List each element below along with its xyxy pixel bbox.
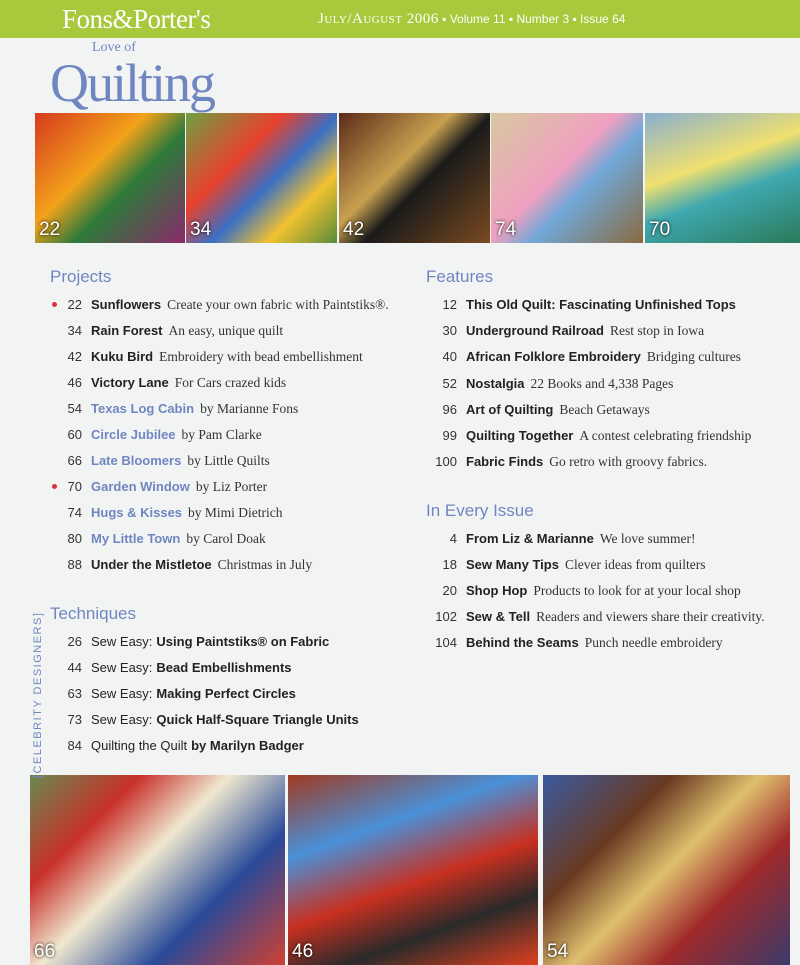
entry-title: Kuku Bird [91,349,154,364]
photo-page-number: 74 [495,219,517,240]
toc-entry[interactable] [426,634,723,651]
entry-description: by Carol Doak [186,531,266,546]
entry-description: For Cars crazed kids [174,375,287,390]
toc-entry[interactable] [62,633,329,650]
entry-description: Rest stop in Iowa [609,323,705,339]
page-number: 52 [442,375,457,391]
photo-page-number: 34 [190,219,212,240]
toc-entry[interactable] [62,659,292,676]
entry-prefix: Sew Easy: [91,660,153,675]
toc-entry[interactable] [62,530,266,547]
toc-entry[interactable] [426,427,751,444]
entry-title: Making Perfect Circles [156,686,296,701]
techniques-heading: Techniques [50,604,137,623]
features-heading: Features [426,267,494,286]
page-number: 18 [442,557,457,572]
brand-logo: Fons&Porter's [62,4,211,34]
toc-entry[interactable] [426,296,736,313]
page-number: 80 [67,531,82,546]
entry-title: Quilting Together [466,428,574,443]
page-number: 40 [442,349,457,365]
toc-entry[interactable] [426,453,707,470]
entry-title: Sew Many Tips [466,557,559,572]
page-number: 100 [435,454,457,470]
page-number: 42 [67,349,82,364]
every-issue-heading: In Every Issue [426,501,534,520]
entry-description: Bridging cultures [646,349,741,365]
quilt-photo [30,775,285,965]
toc-entry[interactable] [426,530,696,547]
entry-description: by Mimi Dietrich [188,505,283,520]
toc-entry[interactable] [62,322,283,339]
entry-title: Quick Half-Square Triangle Units [156,712,359,727]
celebrity-designers-label: [CELEBRITY DESIGNERS] [32,611,44,778]
magazine-logo: Quilting [50,53,215,113]
entry-description: by Liz Porter [195,479,268,494]
entry-title: by Marilyn Badger [191,738,304,753]
toc-entry[interactable] [426,401,650,418]
entry-title: Shop Hop [466,583,528,598]
projects-heading: Projects [50,267,112,286]
entry-description: Punch needle embroidery [584,635,723,650]
entry-description: Create your own fabric with Paintstiks®. [167,297,389,312]
bullet-marker [52,484,57,489]
photo-page-number: 46 [292,941,314,962]
entry-description: by Marianne Fons [200,401,299,416]
entry-title: Texas Log Cabin [91,401,195,416]
entry-title: Art of Quilting [466,401,554,417]
toc-entry[interactable] [62,711,359,728]
toc-entry[interactable] [62,348,363,365]
entry-description: Go retro with groovy fabrics. [549,454,708,470]
entry-title: Sew & Tell [466,609,531,624]
entry-title: Using Paintstiks® on Fabric [156,634,330,649]
toc-entry[interactable] [62,685,296,702]
page-number: 88 [67,557,82,572]
page-number: 34 [67,323,82,338]
entry-title: From Liz & Marianne [466,531,594,546]
quilt-photo [491,113,643,243]
page-number: 60 [67,427,82,442]
toc-entry[interactable] [426,375,673,392]
toc-entry[interactable] [62,296,389,313]
header-band [0,0,800,38]
page-number: 44 [67,660,82,675]
quilt-photo [543,775,790,965]
entry-prefix: Sew Easy: [91,634,153,649]
entry-description: Products to look for at your local shop [533,583,741,598]
page-number: 12 [442,297,457,312]
entry-description: by Pam Clarke [181,427,262,442]
entry-prefix: Quilting the Quilt [91,738,188,753]
toc-entry[interactable] [62,504,283,521]
entry-title: Fabric Finds [466,454,544,470]
toc-entry[interactable] [426,556,706,573]
entry-description: Embroidery with bead embellishment [159,349,363,364]
entry-description: by Little Quilts [187,453,270,468]
page-number: 46 [67,375,82,390]
entry-title: Victory Lane [91,375,169,390]
toc-entry[interactable] [62,374,286,391]
entry-title: Garden Window [91,479,190,494]
page-number: 22 [67,297,82,312]
quilt-photo [645,113,800,243]
page-number: 104 [435,635,457,650]
entry-title: Hugs & Kisses [91,505,183,520]
entry-description: Christmas in July [217,557,313,572]
toc-entry[interactable] [62,426,262,443]
photo-page-number: 54 [547,941,569,962]
page-number: 102 [435,609,457,624]
entry-description: An easy, unique quilt [168,323,284,338]
photo-page-number: 66 [34,941,56,962]
bullet-marker [52,302,57,307]
entry-title: Behind the Seams [466,635,579,650]
quilt-photo [339,113,490,243]
entry-prefix: Sew Easy: [91,686,153,701]
entry-title: Late Bloomers [91,453,182,468]
toc-entry[interactable] [62,556,312,573]
entry-description: We love summer! [599,531,696,546]
entry-title: Sunflowers [91,297,162,312]
entry-title: Rain Forest [91,323,163,338]
entry-title: Underground Railroad [466,323,604,339]
entry-title: Nostalgia [466,375,525,391]
entry-description: Readers and viewers share their creativity. [536,609,765,624]
toc-entry[interactable] [62,452,270,469]
photo-page-number: 22 [39,219,61,240]
entry-title: African Folklore Embroidery [466,349,641,365]
entry-title: Bead Embellishments [156,660,292,675]
page-number: 74 [67,505,82,520]
page-number: 30 [442,323,457,339]
page-number: 96 [442,401,457,417]
toc-entry[interactable] [62,400,298,417]
entry-description: 22 Books and 4,338 Pages [530,375,674,391]
quilt-photo [186,113,337,243]
toc-entry[interactable] [426,348,741,365]
page-number: 66 [67,453,82,468]
page-number: 4 [449,531,457,546]
page-number: 70 [67,479,82,494]
page-number: 63 [67,686,82,701]
toc-entry[interactable] [426,582,741,599]
entry-title: Under the Mistletoe [91,557,212,572]
entry-description: Beach Getaways [559,401,650,417]
photo-page-number: 42 [343,219,365,240]
entry-title: This Old Quilt: Fascinating Unfinished Tops [466,297,736,312]
toc-entry[interactable] [62,737,304,754]
page-number: 99 [442,428,457,443]
toc-entry[interactable] [426,608,765,625]
toc-entry[interactable] [62,478,267,495]
entry-title: Circle Jubilee [91,427,176,442]
quilt-photo [288,775,538,965]
page-number: 20 [442,583,457,598]
toc-entry[interactable] [426,322,704,339]
entry-description: A contest celebrating friendship [579,428,752,443]
photo-page-number: 70 [649,219,671,240]
page-number: 26 [67,634,82,649]
issue-info: July/August 2006 ▪ Volume 11 ▪ Number 3 ▪ Issue 64 [318,11,626,27]
entry-description: Clever ideas from quilters [564,557,706,572]
entry-title: My Little Town [91,531,181,546]
quilt-photo [35,113,185,243]
logo-subtitle: Love of [92,40,136,55]
page-number: 73 [67,712,82,727]
page-number: 84 [67,738,82,753]
entry-prefix: Sew Easy: [91,712,153,727]
page-number: 54 [67,401,82,416]
